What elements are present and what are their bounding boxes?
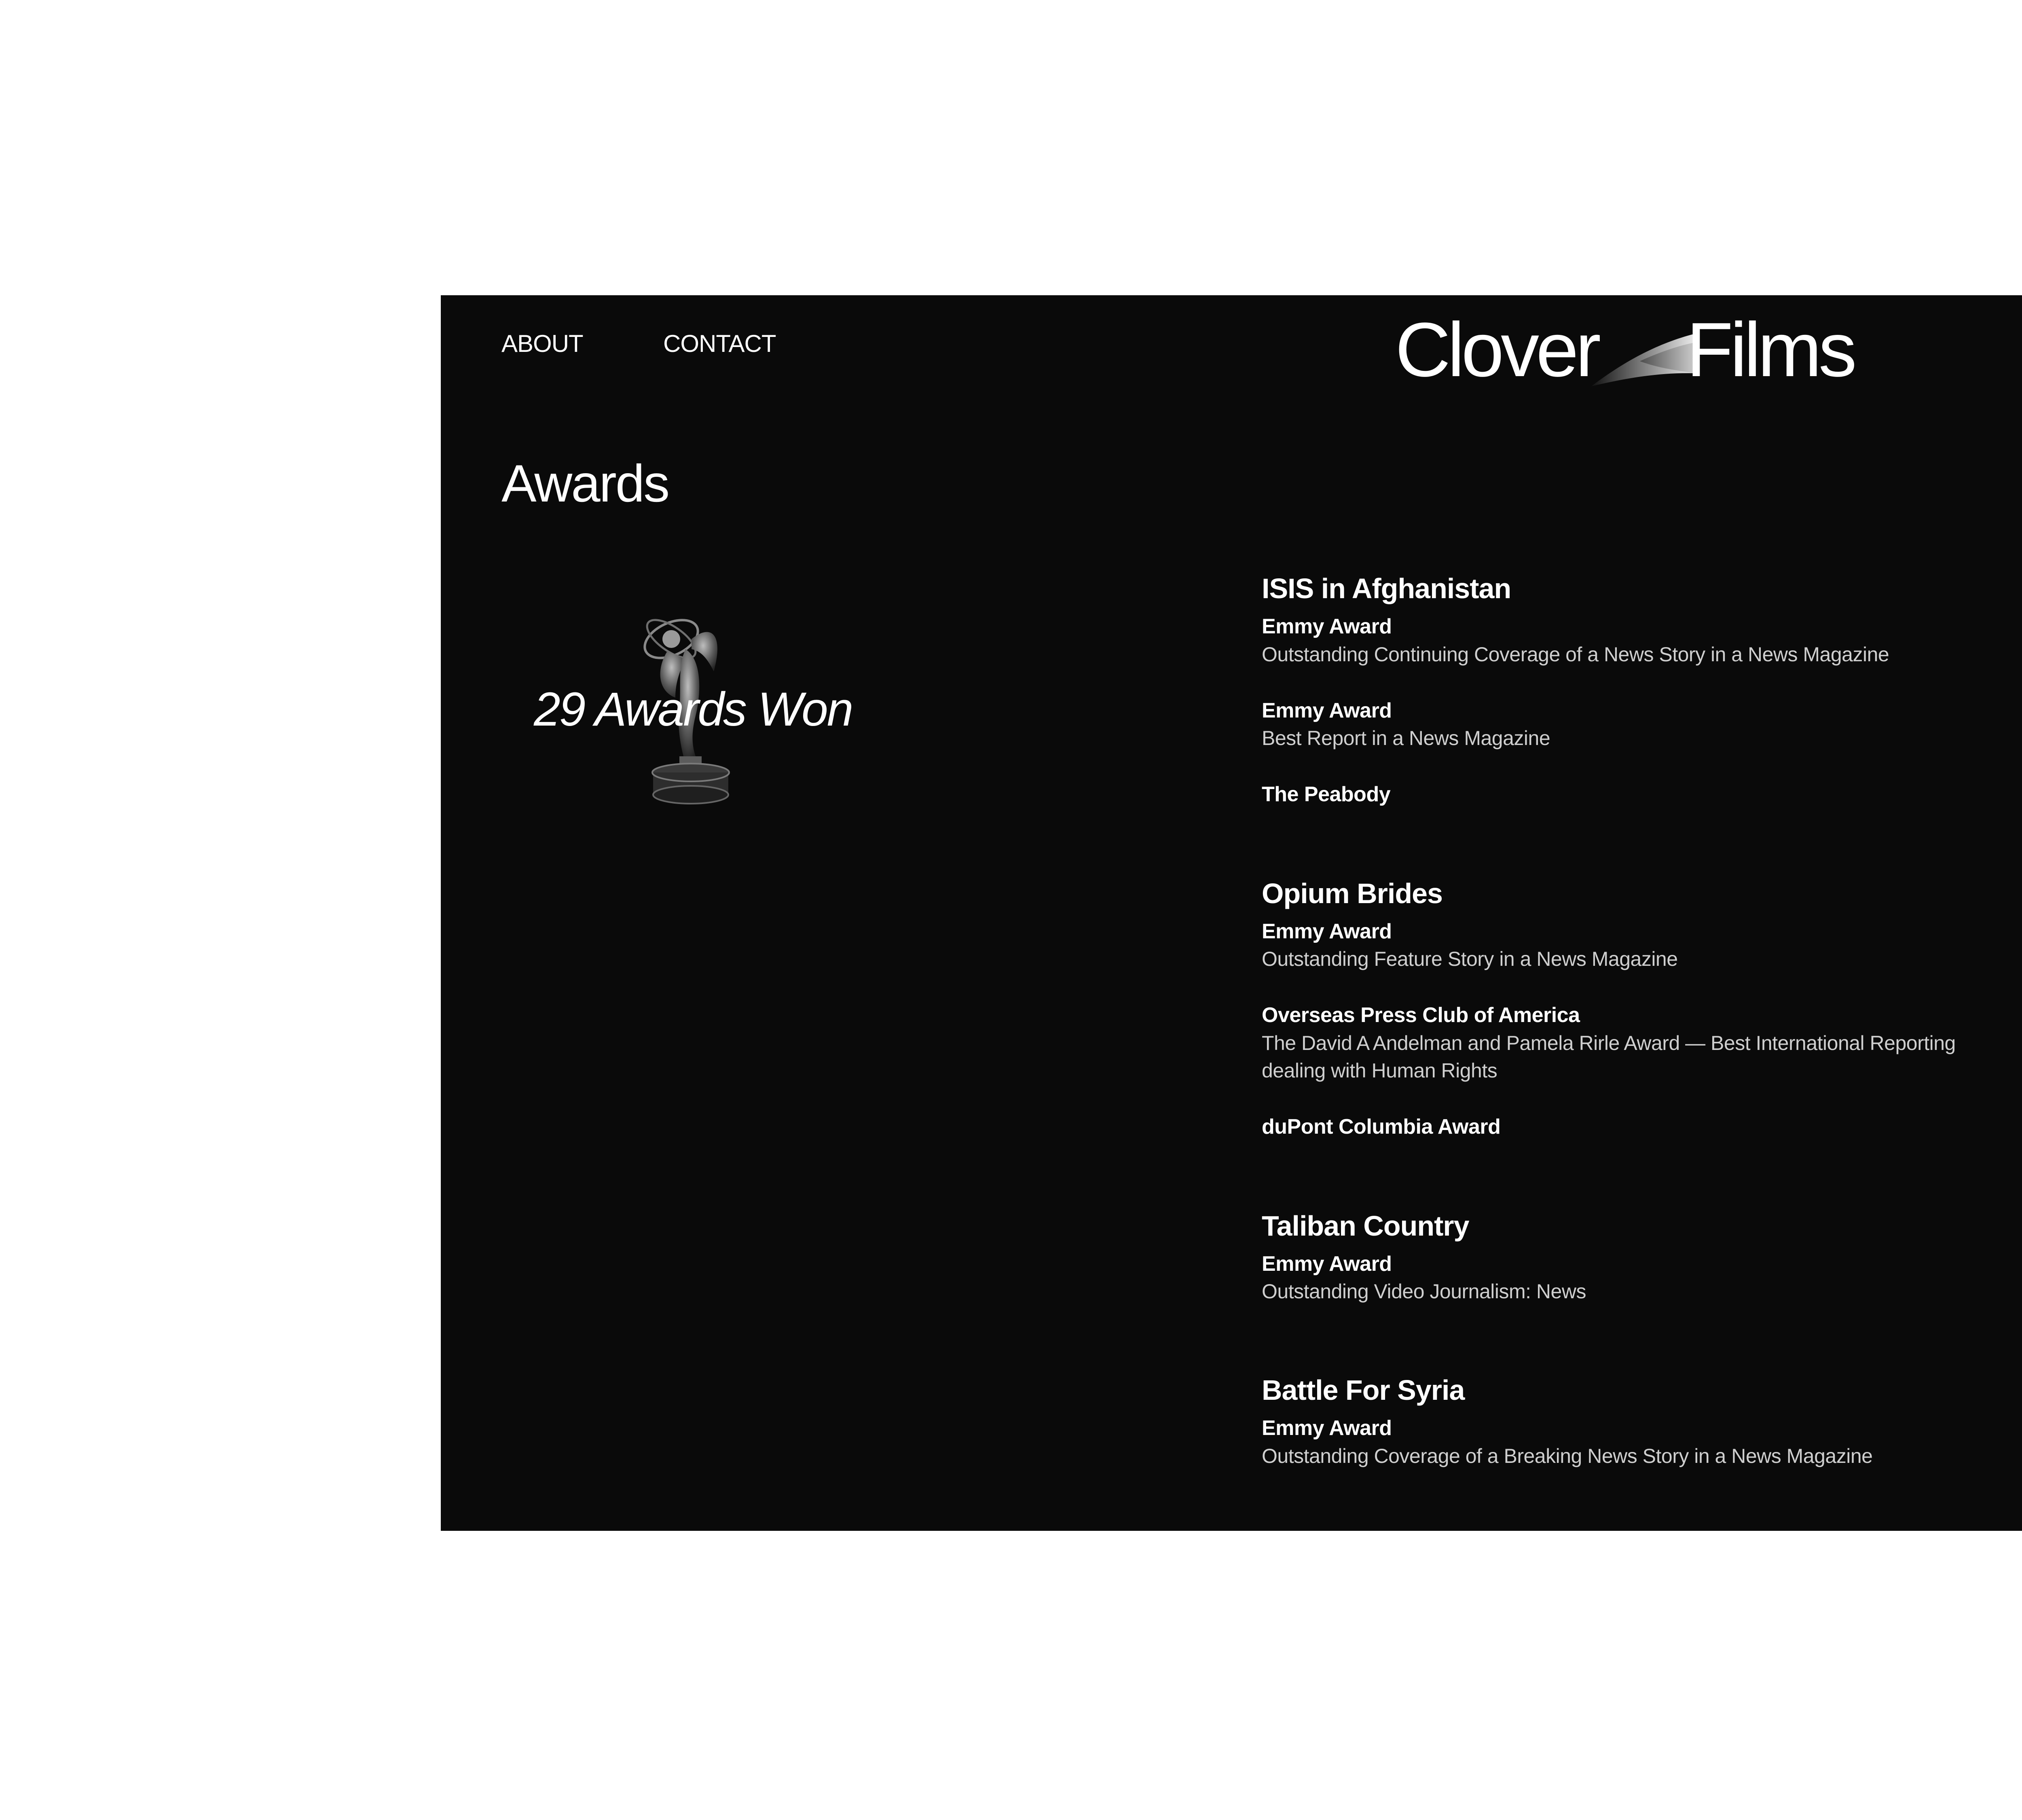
award-name: Emmy Award	[1262, 919, 1392, 943]
award-category: Outstanding Continuing Coverage of a News Story in a News Magazine	[1262, 643, 1889, 666]
nav-contact-link[interactable]: CONTACT	[663, 330, 776, 357]
ribbon-icon	[1591, 330, 1701, 390]
award-name: Emmy Award	[1262, 615, 1392, 638]
film-title: Battle For Syria	[1262, 1374, 1465, 1406]
nav-about-link[interactable]: ABOUT	[501, 330, 583, 357]
award-item	[1262, 697, 1982, 752]
film-awards-group	[1262, 1212, 1982, 1306]
awards-count: 29 Awards Won	[534, 683, 852, 736]
site-frame	[441, 295, 2022, 1531]
awards-column-left	[1262, 574, 1982, 1531]
film-title: Opium Brides	[1262, 877, 1442, 909]
award-item	[1262, 613, 1982, 668]
award-name: The Peabody	[1262, 783, 1391, 806]
award-name: Overseas Press Club of America	[1262, 1003, 1580, 1027]
award-item	[1262, 781, 1982, 808]
page-title: Awards	[501, 454, 669, 513]
film-awards-group	[1262, 879, 1982, 1141]
award-name: duPont Columbia Award	[1262, 1115, 1501, 1139]
film-awards-group	[1262, 574, 1982, 808]
film-title: ISIS in Afghanistan	[1262, 573, 1511, 604]
award-item	[1262, 1113, 1982, 1141]
award-item	[1262, 1415, 1982, 1470]
award-item	[1262, 918, 1982, 973]
film-awards-group	[1262, 1376, 1982, 1470]
award-category: Outstanding Video Journalism: News	[1262, 1280, 1586, 1303]
award-category: Outstanding Feature Story in a News Magazine	[1262, 948, 1678, 971]
award-name: Emmy Award	[1262, 1252, 1392, 1276]
award-item	[1262, 1251, 1982, 1306]
award-category: The David A Andelman and Pamela Rirle Award — Best International Reporting dealing with Human Rights	[1262, 1031, 1956, 1082]
award-item	[1262, 1002, 1982, 1084]
film-title: Taliban Country	[1262, 1210, 1469, 1242]
logo-word-clover: Clover	[1395, 307, 1598, 393]
clover-films-logo[interactable]	[1395, 307, 1864, 392]
award-category: Outstanding Coverage of a Breaking News Story in a News Magazine	[1262, 1444, 1873, 1467]
award-name: Emmy Award	[1262, 698, 1392, 722]
award-category: Best Report in a News Magazine	[1262, 727, 1550, 750]
award-name: Emmy Award	[1262, 1416, 1392, 1440]
logo-word-films: Films	[1686, 307, 1854, 393]
